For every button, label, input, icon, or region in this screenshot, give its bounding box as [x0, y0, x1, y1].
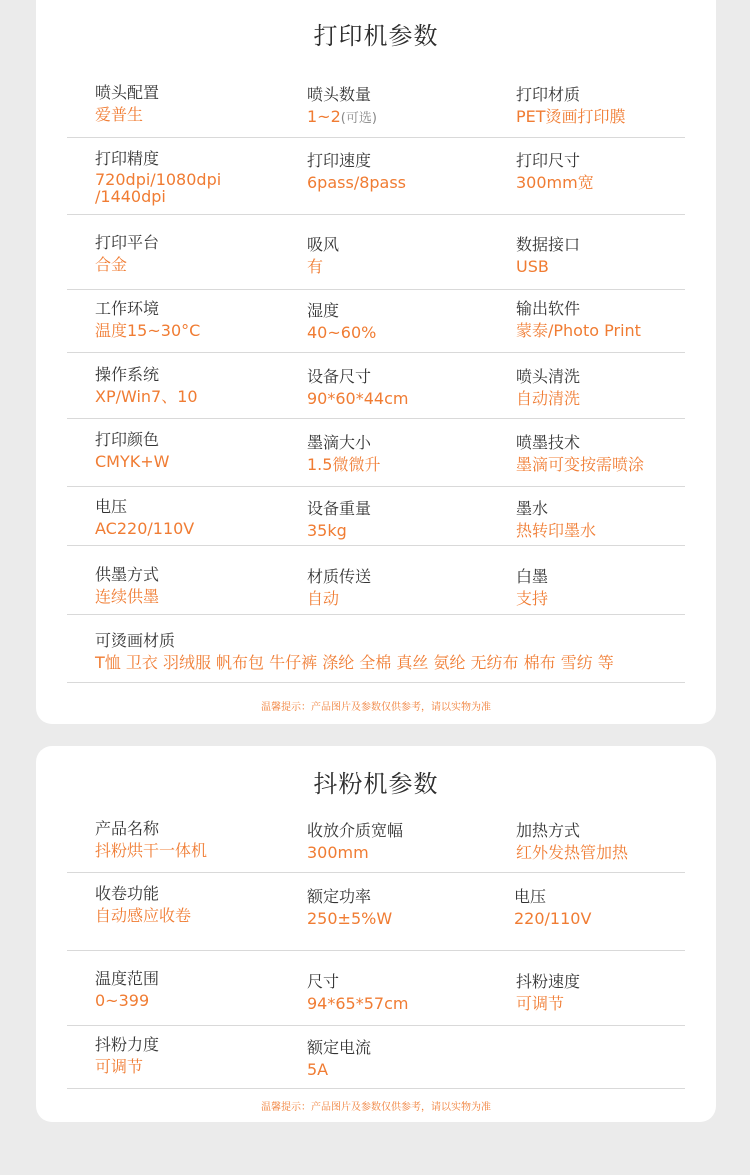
param-cell: [516, 971, 706, 1013]
param-value-note: (可选): [340, 111, 377, 126]
param-row: [67, 429, 685, 487]
param-cell: [307, 432, 507, 474]
param-cell: [516, 566, 706, 608]
param-value: 35kg: [307, 521, 347, 540]
param-row: [67, 232, 685, 290]
materials-cell: [95, 630, 675, 672]
param-cell: [307, 150, 507, 192]
param-label: 打印材质: [516, 85, 581, 104]
disclaimer-tip: 温馨提示：产品图片及参数仅供参考，请以实物为准: [261, 702, 491, 713]
param-label: 操作系统: [95, 365, 160, 384]
param-cell: [307, 971, 507, 1013]
param-cell: [95, 968, 295, 1010]
param-row: [67, 564, 685, 615]
param-value-main: 1~2: [307, 107, 341, 126]
param-label: 尺寸: [307, 972, 340, 991]
param-value: 可调节: [516, 994, 565, 1013]
param-label: 加热方式: [516, 821, 581, 840]
param-row: [67, 496, 685, 546]
param-value: 支持: [516, 589, 549, 608]
param-cell: [95, 1034, 295, 1076]
param-cell: [95, 82, 295, 124]
param-cell: [95, 564, 295, 606]
param-label: 额定功率: [307, 887, 372, 906]
param-label: 材质传送: [307, 567, 372, 586]
param-value: 6pass/8pass: [307, 173, 407, 192]
param-value: 300mm宽: [516, 173, 594, 192]
param-value: 5A: [307, 1060, 329, 1079]
param-value: PET烫画打印膜: [516, 107, 626, 126]
param-value: [307, 107, 507, 128]
param-value: 720dpi/1080dpi /1440dpi: [95, 170, 222, 206]
param-value: XP/Win7、10: [95, 387, 198, 406]
param-value: 墨滴可变按需喷涂: [516, 455, 645, 474]
param-label: 打印精度: [95, 149, 160, 168]
param-cell: [95, 818, 295, 860]
param-label: 喷头数量: [307, 85, 372, 104]
param-cell: [307, 84, 507, 128]
param-value: 温度15~30°C: [95, 321, 201, 340]
materials-row: [67, 630, 685, 683]
param-row: [67, 82, 685, 138]
param-cell: [516, 432, 706, 474]
param-label: 收放介质宽幅: [307, 821, 404, 840]
param-cell: [95, 883, 295, 925]
param-label: 打印速度: [307, 151, 372, 170]
param-label: 喷头配置: [95, 83, 160, 102]
param-value: 自动清洗: [516, 389, 581, 408]
param-cell: [95, 429, 295, 471]
param-label: 数据接口: [516, 235, 581, 254]
param-cell: [307, 234, 507, 276]
param-label: 电压: [514, 887, 547, 906]
param-value: 有: [307, 257, 324, 276]
card-title: 抖粉机参数: [313, 770, 439, 798]
param-cell: [516, 498, 706, 540]
disclaimer-tip: 温馨提示：产品图片及参数仅供参考，请以实物为准: [261, 1102, 491, 1113]
param-label: 喷头清洗: [516, 367, 581, 386]
param-row: [67, 364, 685, 419]
param-label: 墨滴大小: [307, 433, 372, 452]
param-cell: [307, 300, 507, 342]
param-row: [67, 1034, 685, 1089]
param-label: 喷墨技术: [516, 433, 581, 452]
param-label: 输出软件: [516, 299, 581, 318]
param-cell: [95, 364, 295, 406]
param-label: 电压: [95, 497, 128, 516]
param-label: 供墨方式: [95, 565, 160, 584]
param-cell: [307, 366, 507, 408]
param-label: 吸风: [307, 235, 340, 254]
printer-params-card: [36, 0, 716, 724]
param-cell: [95, 298, 295, 340]
param-cell: [516, 234, 706, 276]
param-cell: [307, 820, 507, 862]
param-value: 94*65*57cm: [307, 994, 409, 1013]
param-value: 连续供墨: [95, 587, 160, 606]
param-row: [67, 883, 685, 951]
param-label: 设备重量: [307, 499, 372, 518]
param-cell: [95, 496, 295, 538]
param-row: [67, 298, 685, 353]
param-cell: [516, 820, 706, 862]
param-cell: [307, 1037, 507, 1079]
param-label: 墨水: [516, 499, 549, 518]
param-cell: [516, 366, 706, 408]
param-value: 可调节: [95, 1057, 144, 1076]
param-value: 90*60*44cm: [307, 389, 409, 408]
param-label: 工作环境: [95, 299, 160, 318]
param-value: 爱普生: [95, 105, 144, 124]
param-label: 打印颜色: [95, 430, 160, 449]
param-label: 湿度: [307, 301, 340, 320]
param-label: 抖粉力度: [95, 1035, 160, 1054]
param-value: 自动感应收卷: [95, 906, 192, 925]
param-value: AC220/110V: [95, 519, 195, 538]
param-label: 收卷功能: [95, 884, 160, 903]
materials-label: 可烫画材质: [95, 631, 176, 650]
materials-value: T恤 卫衣 羽绒服 帆布包 牛仔裤 涤纶 全棉 真丝 氨纶 无纺布 棉布 雪纺 等: [95, 653, 614, 672]
param-cell: [516, 298, 706, 340]
param-cell: [307, 886, 507, 928]
param-row: [67, 148, 685, 215]
card-title: 打印机参数: [313, 22, 439, 50]
shaker-params-card: [36, 746, 716, 1122]
param-cell: [95, 232, 295, 274]
param-value: CMYK+W: [95, 452, 170, 471]
param-cell: [307, 566, 507, 608]
param-value: 抖粉烘干一体机: [95, 841, 208, 860]
param-row: [67, 818, 685, 873]
param-label: 额定电流: [307, 1038, 372, 1057]
param-value: 40~60%: [307, 323, 377, 342]
param-value: 红外发热管加热: [516, 843, 629, 862]
param-value: 0~399: [95, 991, 150, 1010]
param-value: USB: [516, 257, 549, 276]
param-cell: [95, 148, 255, 205]
param-label: 打印平台: [95, 233, 160, 252]
param-value: 250±5%W: [307, 909, 393, 928]
param-label: 温度范围: [95, 969, 160, 988]
param-value: 自动: [307, 589, 340, 608]
param-value: 合金: [95, 255, 128, 274]
param-cell: [516, 84, 706, 126]
param-label: 抖粉速度: [516, 972, 581, 991]
param-value: 蒙泰/Photo Print: [516, 321, 641, 340]
param-label: 产品名称: [95, 819, 160, 838]
param-row: [67, 968, 685, 1026]
param-value: 1.5微微升: [307, 455, 381, 474]
param-cell: [516, 150, 706, 192]
param-cell: [307, 498, 507, 540]
param-label: 白墨: [516, 567, 549, 586]
param-cell: [514, 886, 704, 928]
param-label: 设备尺寸: [307, 367, 372, 386]
param-value: 热转印墨水: [516, 521, 597, 540]
param-value: 220/110V: [514, 909, 592, 928]
param-label: 打印尺寸: [516, 151, 581, 170]
param-value: 300mm: [307, 843, 369, 862]
